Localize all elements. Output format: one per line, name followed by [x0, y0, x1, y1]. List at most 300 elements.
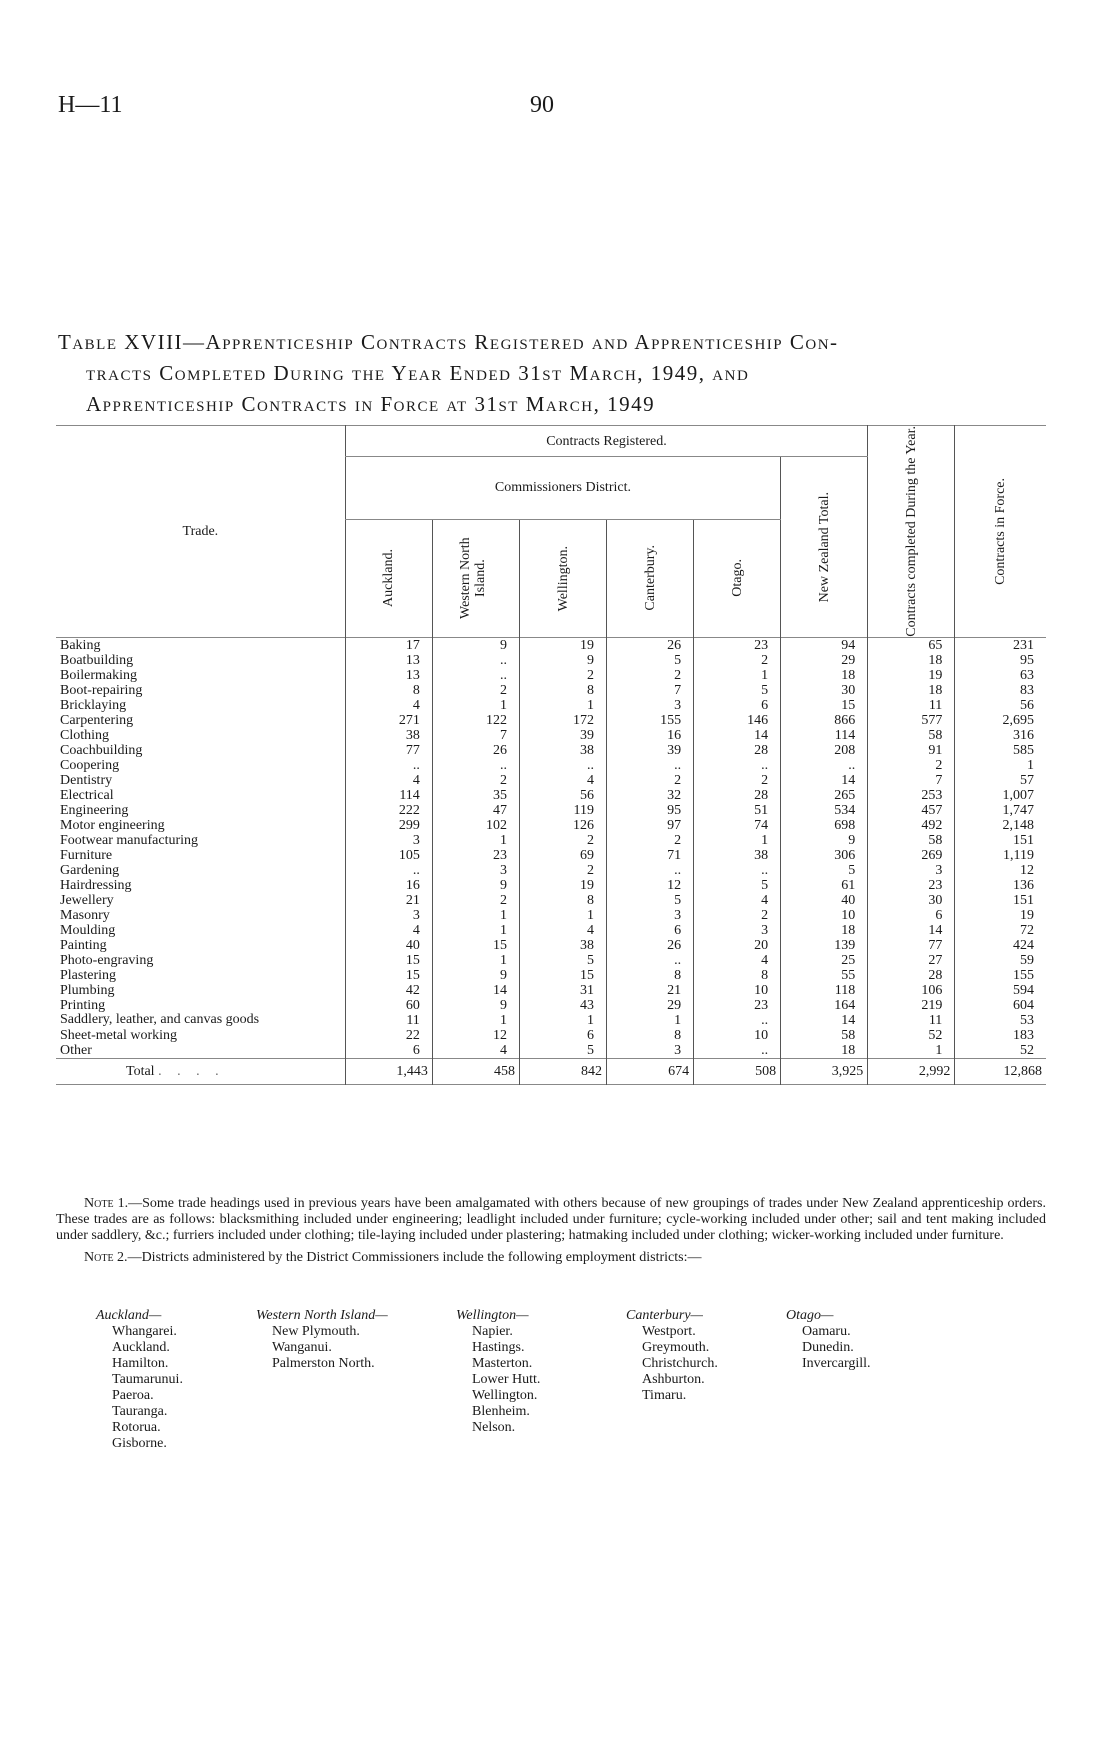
- value-cell: 74: [694, 818, 781, 833]
- table-row: [56, 743, 1046, 758]
- title-line-2: tracts Completed During the Year Ended 31st March, 1949, and: [86, 361, 750, 385]
- table-row: [56, 668, 1046, 683]
- value-cell: 97: [607, 818, 694, 833]
- value-cell: 306: [781, 848, 868, 863]
- trade-name: Moulding: [60, 922, 116, 938]
- value-cell: 4: [694, 953, 781, 968]
- value-cell: ..: [607, 863, 694, 878]
- value-cell: 60: [345, 998, 432, 1013]
- employment-district: Christchurch.: [642, 1356, 718, 1371]
- value-cell: 1: [868, 1043, 955, 1059]
- value-cell: ..: [432, 668, 519, 683]
- value-cell: 2,148: [955, 818, 1046, 833]
- value-cell: 29: [781, 653, 868, 668]
- value-cell: 2: [694, 773, 781, 788]
- table-row: [56, 773, 1046, 788]
- table-row: [56, 1043, 1046, 1059]
- table-row: [56, 983, 1046, 998]
- value-cell: 269: [868, 848, 955, 863]
- note-1: [56, 1196, 1046, 1244]
- value-cell: 18: [781, 923, 868, 938]
- value-cell: 2: [607, 833, 694, 848]
- value-cell: 136: [955, 878, 1046, 893]
- value-cell: 1: [519, 908, 606, 923]
- value-cell: 4: [519, 773, 606, 788]
- total-row: [56, 1058, 1046, 1084]
- trade-name: Clothing: [60, 727, 110, 743]
- value-cell: 1: [519, 698, 606, 713]
- value-cell: 23: [432, 848, 519, 863]
- value-cell: 6: [607, 923, 694, 938]
- value-cell: 102: [432, 818, 519, 833]
- value-cell: 28: [694, 743, 781, 758]
- value-cell: 22: [345, 1028, 432, 1043]
- value-cell: 5: [519, 953, 606, 968]
- value-cell: 5: [607, 653, 694, 668]
- table-row: [56, 683, 1046, 698]
- notes-section: [56, 1196, 1046, 1266]
- value-cell: 164: [781, 998, 868, 1013]
- value-cell: 40: [781, 893, 868, 908]
- value-cell: 457: [868, 803, 955, 818]
- table-row: [56, 803, 1046, 818]
- value-cell: ..: [345, 863, 432, 878]
- trade-name: Hairdressing: [60, 877, 132, 893]
- trade-name: Gardening: [60, 862, 120, 878]
- col-inforce-header: [955, 426, 1046, 638]
- table-row: [56, 863, 1046, 878]
- table-row: [56, 833, 1046, 848]
- value-cell: 1: [432, 1013, 519, 1028]
- value-cell: 114: [781, 728, 868, 743]
- table-row: [56, 968, 1046, 983]
- value-cell: 11: [345, 1013, 432, 1028]
- value-cell: ..: [694, 758, 781, 773]
- value-cell: 77: [345, 743, 432, 758]
- value-cell: 5: [694, 683, 781, 698]
- value-cell: 26: [607, 938, 694, 953]
- employment-district: Whangarei.: [112, 1324, 177, 1339]
- title-line-1: Table XVIII—Apprenticeship Contracts Registered and Apprenticeship Con-: [58, 330, 839, 354]
- value-cell: 3: [607, 908, 694, 923]
- value-cell: 9: [781, 833, 868, 848]
- value-cell: 146: [694, 713, 781, 728]
- value-cell: 28: [694, 788, 781, 803]
- trade-name: Carpentering: [60, 712, 134, 728]
- employment-district: Ashburton.: [642, 1372, 705, 1387]
- trade-name: Plumbing: [60, 982, 115, 998]
- table-row: [56, 923, 1046, 938]
- value-cell: 3: [607, 1043, 694, 1059]
- value-cell: 11: [868, 1013, 955, 1028]
- value-cell: 56: [955, 698, 1046, 713]
- employment-district: Invercargill.: [802, 1356, 871, 1371]
- table-row: [56, 908, 1046, 923]
- value-cell: 9: [432, 637, 519, 653]
- value-cell: 38: [345, 728, 432, 743]
- employment-district: Tauranga.: [112, 1404, 168, 1419]
- value-cell: 15: [345, 953, 432, 968]
- title-line-3: Apprenticeship Contracts in Force at 31st March, 1949: [86, 392, 656, 416]
- value-cell: 155: [955, 968, 1046, 983]
- value-cell: 299: [345, 818, 432, 833]
- value-cell: 9: [432, 878, 519, 893]
- trade-name: Jewellery: [60, 892, 114, 908]
- value-cell: 10: [694, 983, 781, 998]
- employment-district: Napier.: [472, 1324, 513, 1339]
- value-cell: 94: [781, 637, 868, 653]
- value-cell: 1: [432, 833, 519, 848]
- trade-name: Electrical: [60, 787, 114, 803]
- value-cell: 12: [607, 878, 694, 893]
- value-cell: 585: [955, 743, 1046, 758]
- note-2-text: —Districts administered by the District Commissioners include the following employment districts:—: [127, 1250, 702, 1265]
- col-wni-label: Western North Island.: [457, 537, 488, 620]
- value-cell: 2,695: [955, 713, 1046, 728]
- total-cell: 12,868: [955, 1058, 1046, 1084]
- district-name: Wellington—: [456, 1308, 529, 1323]
- table-body: [56, 637, 1046, 1058]
- value-cell: 8: [607, 1028, 694, 1043]
- value-cell: 1,747: [955, 803, 1046, 818]
- value-cell: 55: [781, 968, 868, 983]
- table-row: [56, 893, 1046, 908]
- value-cell: ..: [607, 953, 694, 968]
- value-cell: 13: [345, 668, 432, 683]
- value-cell: 9: [432, 998, 519, 1013]
- col-canterbury-label: Canterbury.: [642, 545, 658, 612]
- employment-district: Greymouth.: [642, 1340, 710, 1355]
- table-title: [58, 327, 1048, 420]
- value-cell: 155: [607, 713, 694, 728]
- value-cell: 32: [607, 788, 694, 803]
- value-cell: 58: [868, 728, 955, 743]
- district-name: Western North Island—: [256, 1308, 388, 1323]
- employment-district: New Plymouth.: [272, 1324, 360, 1339]
- value-cell: 10: [781, 908, 868, 923]
- value-cell: 172: [519, 713, 606, 728]
- value-cell: 39: [519, 728, 606, 743]
- total-cell: 508: [694, 1058, 781, 1084]
- trade-name: Baking: [60, 637, 101, 653]
- value-cell: ..: [519, 758, 606, 773]
- table-row: [56, 878, 1046, 893]
- trade-name: Sheet-metal working: [60, 1027, 178, 1043]
- value-cell: 2: [868, 758, 955, 773]
- value-cell: 183: [955, 1028, 1046, 1043]
- value-cell: 59: [955, 953, 1046, 968]
- col-otago-label: Otago.: [729, 559, 745, 598]
- value-cell: 18: [781, 668, 868, 683]
- value-cell: 16: [345, 878, 432, 893]
- value-cell: 18: [868, 683, 955, 698]
- value-cell: ..: [694, 1013, 781, 1028]
- page-number: 90: [530, 92, 554, 118]
- trade-name: Footwear manufacturing: [60, 832, 199, 848]
- value-cell: 52: [868, 1028, 955, 1043]
- value-cell: 1: [955, 758, 1046, 773]
- value-cell: 38: [694, 848, 781, 863]
- value-cell: 5: [519, 1043, 606, 1059]
- value-cell: 91: [868, 743, 955, 758]
- trade-name: Painting: [60, 937, 107, 953]
- value-cell: 6: [694, 698, 781, 713]
- value-cell: 18: [868, 653, 955, 668]
- total-cell: 1,443: [345, 1058, 432, 1084]
- value-cell: 14: [868, 923, 955, 938]
- value-cell: 8: [519, 683, 606, 698]
- value-cell: 2: [432, 683, 519, 698]
- total-label: Total . . . .: [126, 1063, 225, 1079]
- value-cell: 23: [694, 637, 781, 653]
- value-cell: 15: [519, 968, 606, 983]
- value-cell: 17: [345, 637, 432, 653]
- employment-district: Timaru.: [642, 1388, 687, 1403]
- value-cell: 1,119: [955, 848, 1046, 863]
- trade-name: Bricklaying: [60, 697, 127, 713]
- value-cell: 6: [519, 1028, 606, 1043]
- table-row: [56, 713, 1046, 728]
- value-cell: 4: [345, 698, 432, 713]
- value-cell: ..: [781, 758, 868, 773]
- value-cell: 95: [607, 803, 694, 818]
- value-cell: 31: [519, 983, 606, 998]
- value-cell: 51: [694, 803, 781, 818]
- value-cell: ..: [432, 653, 519, 668]
- value-cell: 42: [345, 983, 432, 998]
- employment-district: Oamaru.: [802, 1324, 851, 1339]
- col-nz-total-label: New Zealand Total.: [816, 491, 832, 603]
- value-cell: 25: [781, 953, 868, 968]
- trade-name: Photo-engraving: [60, 952, 154, 968]
- value-cell: 1: [432, 953, 519, 968]
- trade-name: Masonry: [60, 907, 110, 923]
- value-cell: 492: [868, 818, 955, 833]
- col-canterbury-header: [607, 519, 694, 637]
- note-1-label: Note 1.: [84, 1196, 129, 1211]
- total-cell: 2,992: [868, 1058, 955, 1084]
- value-cell: 15: [345, 968, 432, 983]
- district-column: [256, 1308, 388, 1372]
- table-row: [56, 1013, 1046, 1028]
- value-cell: 5: [694, 878, 781, 893]
- value-cell: 2: [519, 668, 606, 683]
- value-cell: 5: [781, 863, 868, 878]
- table-row: [56, 938, 1046, 953]
- value-cell: 2: [607, 668, 694, 683]
- value-cell: 7: [868, 773, 955, 788]
- value-cell: 1,007: [955, 788, 1046, 803]
- value-cell: 12: [432, 1028, 519, 1043]
- value-cell: 8: [607, 968, 694, 983]
- note-2-label: Note 2.: [84, 1250, 128, 1265]
- value-cell: 577: [868, 713, 955, 728]
- trade-name: Furniture: [60, 847, 113, 863]
- employment-district: Hastings.: [472, 1340, 525, 1355]
- col-otago-header: [694, 519, 781, 637]
- value-cell: ..: [694, 863, 781, 878]
- value-cell: 151: [955, 893, 1046, 908]
- value-cell: 2: [432, 773, 519, 788]
- value-cell: 1: [432, 923, 519, 938]
- value-cell: 1: [432, 908, 519, 923]
- value-cell: 106: [868, 983, 955, 998]
- value-cell: 3: [345, 833, 432, 848]
- value-cell: 11: [868, 698, 955, 713]
- table-row: [56, 788, 1046, 803]
- value-cell: 222: [345, 803, 432, 818]
- value-cell: 95: [955, 653, 1046, 668]
- value-cell: 2: [519, 863, 606, 878]
- table-row: [56, 758, 1046, 773]
- value-cell: 38: [519, 938, 606, 953]
- value-cell: 6: [868, 908, 955, 923]
- value-cell: 14: [432, 983, 519, 998]
- value-cell: ..: [694, 1043, 781, 1059]
- value-cell: 14: [781, 773, 868, 788]
- value-cell: 30: [781, 683, 868, 698]
- col-completed-label: Contracts completed During the Year.: [903, 426, 919, 637]
- employment-district: Dunedin.: [802, 1340, 854, 1355]
- value-cell: 2: [607, 773, 694, 788]
- value-cell: 5: [607, 893, 694, 908]
- trade-header: Trade.: [182, 523, 219, 539]
- value-cell: 14: [694, 728, 781, 743]
- value-cell: 1: [607, 1013, 694, 1028]
- apprenticeship-table: [56, 425, 1046, 1085]
- trade-name: Engineering: [60, 802, 129, 818]
- value-cell: 21: [607, 983, 694, 998]
- trade-name: Motor engineering: [60, 817, 165, 833]
- value-cell: 15: [781, 698, 868, 713]
- table-row: [56, 953, 1046, 968]
- value-cell: 1: [432, 698, 519, 713]
- value-cell: 35: [432, 788, 519, 803]
- value-cell: 40: [345, 938, 432, 953]
- value-cell: 61: [781, 878, 868, 893]
- value-cell: 21: [345, 893, 432, 908]
- value-cell: 23: [694, 998, 781, 1013]
- value-cell: 594: [955, 983, 1046, 998]
- employment-district: Taumarunui.: [112, 1372, 183, 1387]
- value-cell: 19: [519, 637, 606, 653]
- value-cell: 4: [432, 1043, 519, 1059]
- value-cell: 69: [519, 848, 606, 863]
- value-cell: 208: [781, 743, 868, 758]
- value-cell: 2: [432, 893, 519, 908]
- value-cell: 23: [868, 878, 955, 893]
- value-cell: 122: [432, 713, 519, 728]
- value-cell: 26: [432, 743, 519, 758]
- trade-name: Saddlery, leather, and canvas goods: [60, 1012, 260, 1028]
- value-cell: 2: [694, 653, 781, 668]
- value-cell: 13: [345, 653, 432, 668]
- col-completed-header: [868, 426, 955, 638]
- value-cell: 10: [694, 1028, 781, 1043]
- value-cell: 265: [781, 788, 868, 803]
- employment-district: Auckland.: [112, 1340, 170, 1355]
- value-cell: 3: [345, 908, 432, 923]
- value-cell: 4: [519, 923, 606, 938]
- value-cell: ..: [607, 758, 694, 773]
- value-cell: 18: [781, 1043, 868, 1059]
- table-row: [56, 653, 1046, 668]
- value-cell: 6: [345, 1043, 432, 1059]
- trade-name: Other: [60, 1042, 92, 1058]
- total-cell: 458: [432, 1058, 519, 1084]
- col-auckland-label: Auckland.: [381, 549, 397, 608]
- col-inforce-label: Contracts in Force.: [993, 477, 1009, 585]
- value-cell: 4: [694, 893, 781, 908]
- value-cell: 866: [781, 713, 868, 728]
- district-column: [626, 1308, 718, 1404]
- value-cell: ..: [432, 758, 519, 773]
- district-column: [456, 1308, 540, 1436]
- employment-district: Blenheim.: [472, 1404, 530, 1419]
- employment-district: Palmerston North.: [272, 1356, 375, 1371]
- value-cell: 52: [955, 1043, 1046, 1059]
- value-cell: 3: [432, 863, 519, 878]
- value-cell: 9: [519, 653, 606, 668]
- value-cell: 8: [345, 683, 432, 698]
- value-cell: 12: [955, 863, 1046, 878]
- value-cell: 424: [955, 938, 1046, 953]
- value-cell: 47: [432, 803, 519, 818]
- employment-district: Wanganui.: [272, 1340, 332, 1355]
- district-name: Otago—: [786, 1308, 834, 1323]
- value-cell: 7: [607, 683, 694, 698]
- value-cell: 19: [868, 668, 955, 683]
- col-wellington-label: Wellington.: [555, 545, 571, 611]
- value-cell: 57: [955, 773, 1046, 788]
- registered-header: Contracts Registered.: [345, 426, 868, 457]
- table-row: [56, 728, 1046, 743]
- value-cell: 2: [694, 908, 781, 923]
- value-cell: 3: [607, 698, 694, 713]
- table-row: [56, 848, 1046, 863]
- district-name: Auckland—: [96, 1308, 162, 1323]
- table-row: [56, 998, 1046, 1013]
- trade-name: Coachbuilding: [60, 742, 143, 758]
- employment-district: Masterton.: [472, 1356, 533, 1371]
- value-cell: 39: [607, 743, 694, 758]
- value-cell: 219: [868, 998, 955, 1013]
- value-cell: 1: [519, 1013, 606, 1028]
- col-wni-header: [432, 519, 519, 637]
- value-cell: 271: [345, 713, 432, 728]
- employment-district: Hamilton.: [112, 1356, 169, 1371]
- employment-district: Wellington.: [472, 1388, 538, 1403]
- value-cell: 30: [868, 893, 955, 908]
- employment-district: Rotorua.: [112, 1420, 161, 1435]
- value-cell: 77: [868, 938, 955, 953]
- trade-name: Boilermaking: [60, 667, 137, 683]
- employment-district: Westport.: [642, 1324, 696, 1339]
- trade-name: Plastering: [60, 967, 116, 983]
- note-2: [56, 1250, 1046, 1266]
- value-cell: 29: [607, 998, 694, 1013]
- value-cell: 9: [432, 968, 519, 983]
- page-reference: H—11: [58, 92, 123, 118]
- value-cell: 1: [694, 668, 781, 683]
- value-cell: 253: [868, 788, 955, 803]
- value-cell: 63: [955, 668, 1046, 683]
- employment-district: Paeroa.: [112, 1388, 154, 1403]
- value-cell: 8: [519, 893, 606, 908]
- trade-name: Dentistry: [60, 772, 113, 788]
- value-cell: ..: [345, 758, 432, 773]
- value-cell: 83: [955, 683, 1046, 698]
